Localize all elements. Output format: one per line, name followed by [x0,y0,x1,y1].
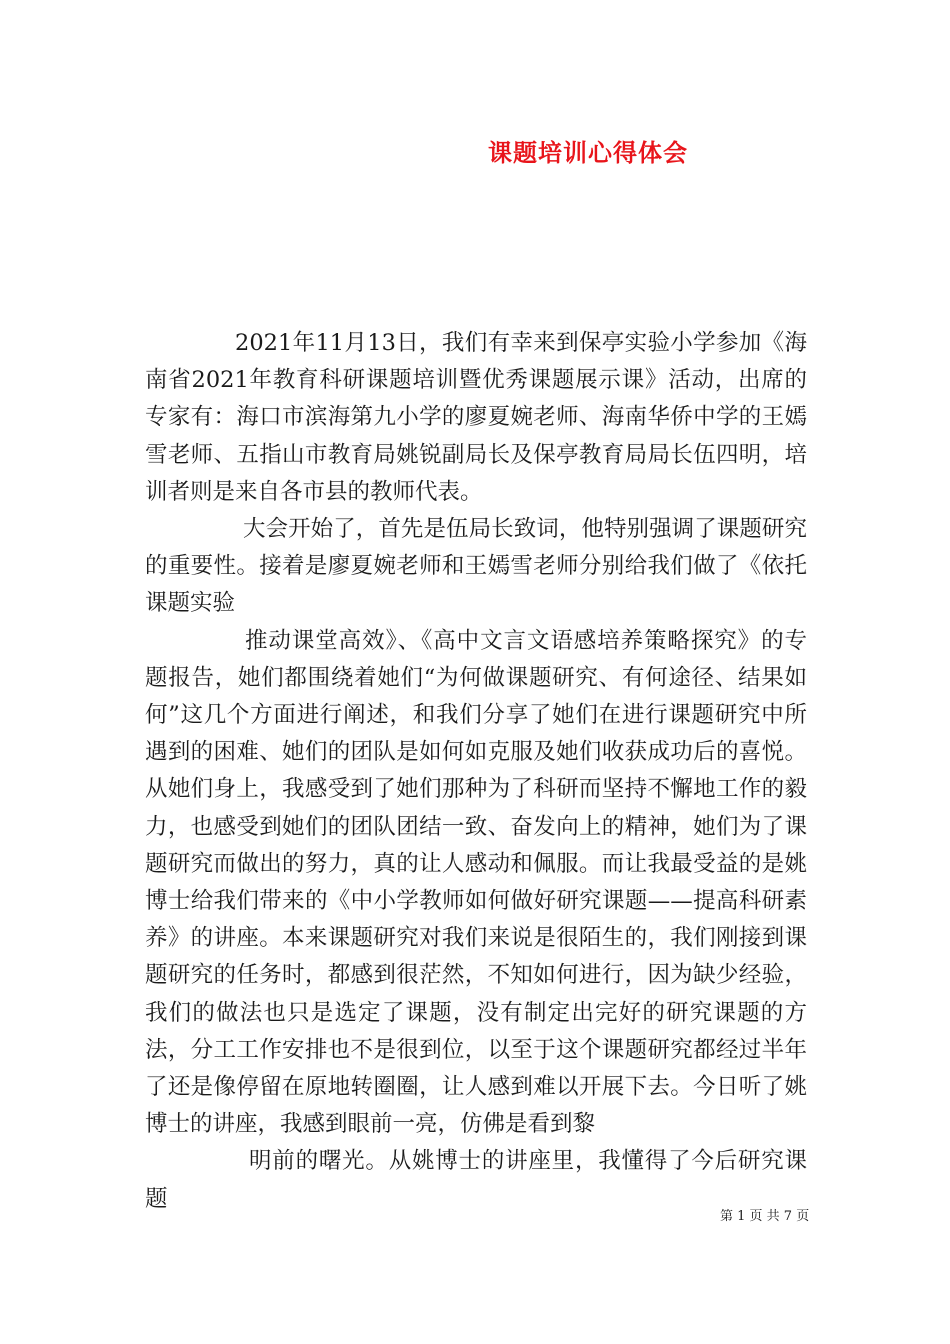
page-number: 第 1 页 共 7 页 [720,1209,810,1224]
paragraph-4: 明前的曙光。从姚博士的讲座里，我懂得了今后研究课题 [145,1148,807,1212]
paragraph-2: 大会开始了，首先是伍局长致词，他特别强调了课题研究的重要性。接着是廖夏婉老师和王嫣雪老师分别给我们做了《依托课题实验 [145,516,807,617]
paragraph-3: 推动课堂高效》、《高中文言文语感培养策略探究》的专题报告，她们都围绕着她们“为何做课题研究、有何途径、结果如何”这几个方面进行阐述，和我们分享了她们在进行课题研究中所遇到的困难、她们的团队是如何如克服及她们收获成功后的喜悦。从她们身上，我感受到了她们那种为了科研而坚持不懈地工作的毅力，也感受到她们的团队团结一致、奋发向上的精神，她们为了课题研究而做出的努力，真的让人感动和佩服。而让我最受益的是姚博士给我们带来的《中小学教师如何做好研究课题——提高科研素养》的讲座。本来课题研究对我们来说是很陌生的，我们刚接到课题研究的任务时，都感到很茫然，不知如何进行，因为缺少经验，我们的做法也只是选定了课题，没有制定出完好的研究课题的方法，分工工作安排也不是很到位，以至于这个课题研究都经过半年了还是像停留在原地转圈圈，让人感到难以开展下去。今日听了姚博士的讲座，我感到眼前一亮，仿佛是看到黎 [145,627,807,1138]
document-body [145,325,807,1218]
paragraph-1: 2021年11月13日，我们有幸来到保亭实验小学参加《海南省2021年教育科研课题培训暨优秀课题展示课》活动，出席的专家有：海口市滨海第九小学的廖夏婉老师、海南华侨中学的王嫣雪老师、五指山市教育局姚锐副局长及保亭教育局局长伍四明，培训者则是来自各市县的教师代表。 [145,330,807,505]
document-title: 课题培训心得体会 [488,138,688,167]
